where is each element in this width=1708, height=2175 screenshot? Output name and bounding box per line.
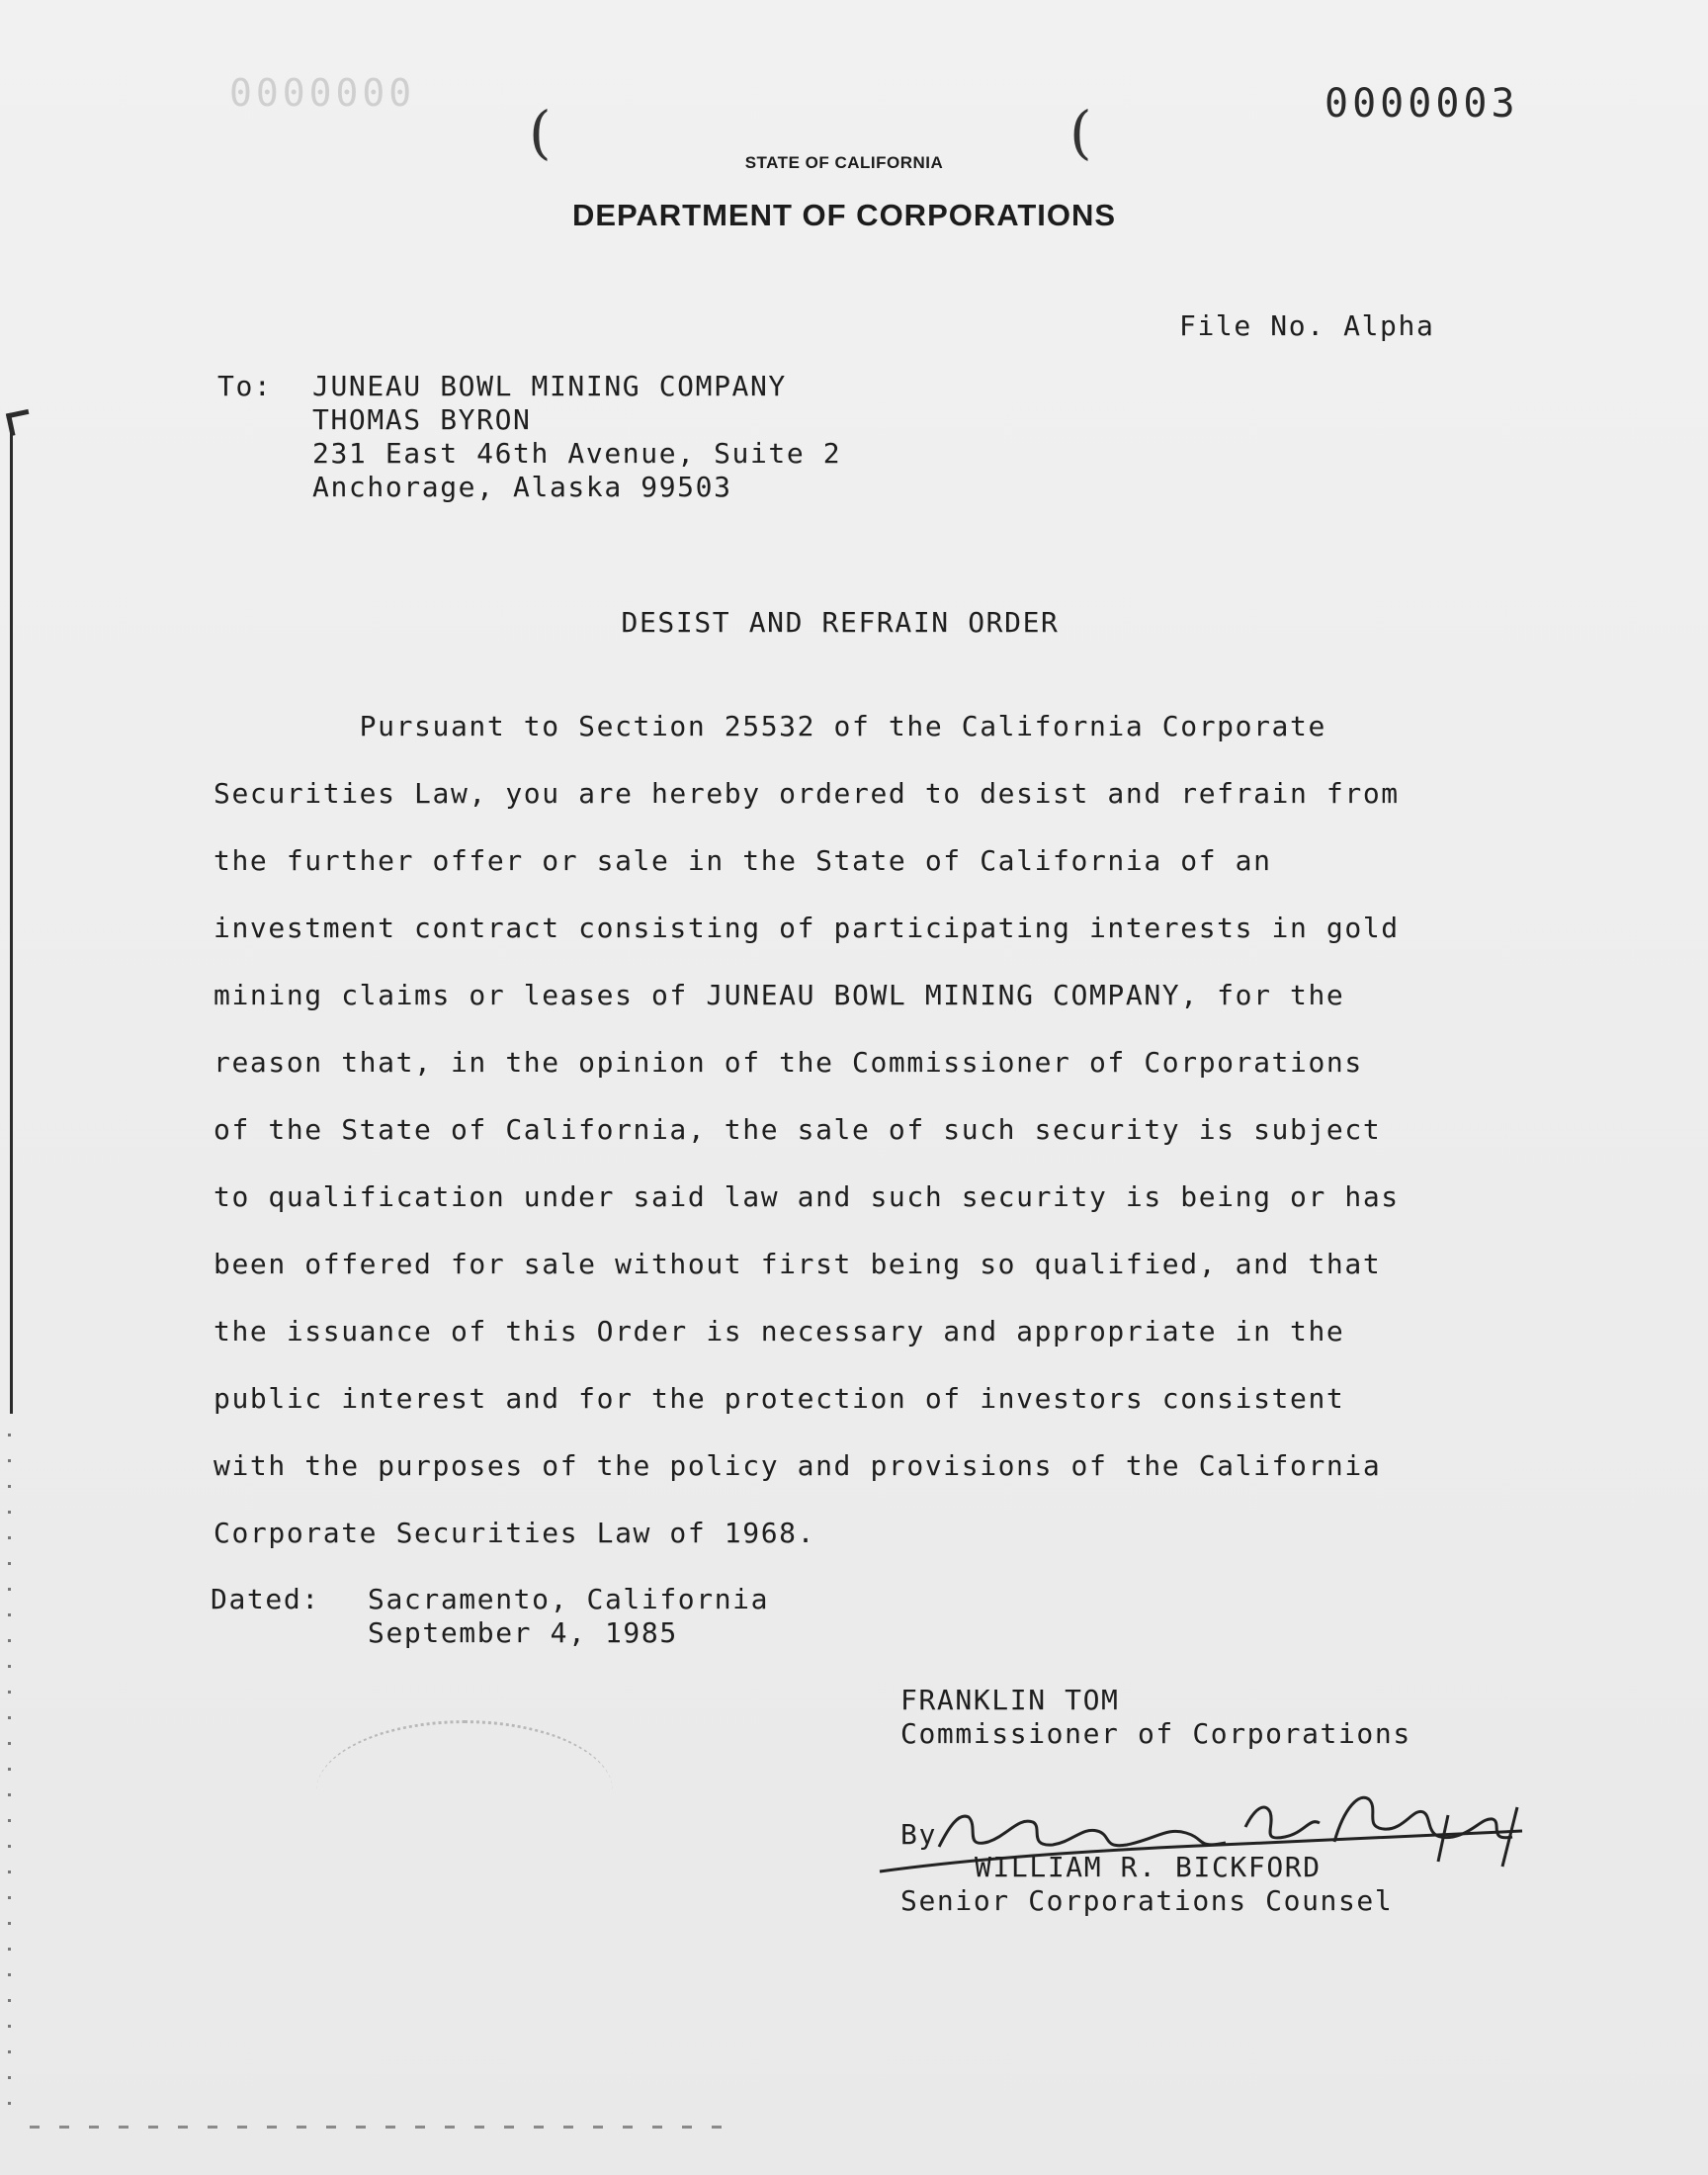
to-label: To:: [217, 370, 273, 402]
recipient-city: Anchorage, Alaska 99503: [312, 471, 732, 503]
department-heading: DEPARTMENT OF CORPORATIONS: [571, 198, 1117, 232]
faded-seal-impression: [316, 1720, 613, 1862]
body-line: Pursuant to Section 25532 of the California Corporate: [214, 710, 1326, 742]
left-bracket-mark: (: [529, 99, 552, 166]
punch-dots: [8, 1434, 11, 2126]
right-bracket-mark: (: [1069, 99, 1092, 166]
body-line: of the State of California, the sale of such security is subject: [214, 1113, 1382, 1146]
file-number: File No. Alpha: [1179, 309, 1435, 342]
signer-name: WILLIAM R. BICKFORD: [975, 1851, 1322, 1883]
body-line: public interest and for the protection of investors consistent: [214, 1382, 1345, 1415]
body-line: Securities Law, you are hereby ordered to desist and refrain from: [214, 777, 1400, 810]
scan-noise: [30, 2126, 722, 2129]
body-line: Corporate Securities Law of 1968.: [214, 1517, 816, 1549]
recipient-company: JUNEAU BOWL MINING COMPANY: [312, 370, 787, 402]
body-line: the further offer or sale in the State of California of an: [214, 844, 1272, 877]
body-line: investment contract consisting of participating interests in gold: [214, 912, 1400, 944]
commissioner-title: Commissioner of Corporations: [900, 1717, 1411, 1750]
recipient-person: THOMAS BYRON: [312, 403, 532, 436]
body-line: the issuance of this Order is necessary and appropriate in the: [214, 1315, 1345, 1348]
commissioner-name: FRANKLIN TOM: [900, 1684, 1120, 1716]
order-title: DESIST AND REFRAIN ORDER: [621, 606, 1060, 639]
body-line: with the purposes of the policy and provisions of the California: [214, 1449, 1382, 1482]
by-label: By: [900, 1818, 937, 1851]
binding-line: [10, 425, 13, 1414]
body-line: reason that, in the opinion of the Commissioner of Corporations: [214, 1046, 1363, 1079]
document-number: 0000003: [1324, 81, 1519, 127]
state-heading: STATE OF CALIFORNIA: [744, 153, 944, 172]
dated-place: Sacramento, California: [368, 1583, 770, 1615]
signer-title: Senior Corporations Counsel: [900, 1884, 1394, 1917]
body-line: been offered for sale without first being so qualified, and that: [214, 1248, 1382, 1280]
dated-label: Dated:: [211, 1583, 320, 1615]
recipient-street: 231 East 46th Avenue, Suite 2: [312, 437, 842, 470]
body-line: to qualification under said law and such security is being or has: [214, 1180, 1400, 1213]
ghost-document-number: 0000000: [229, 71, 416, 115]
body-line: mining claims or leases of JUNEAU BOWL MINING COMPANY, for the: [214, 979, 1345, 1011]
dated-date: September 4, 1985: [368, 1616, 678, 1649]
